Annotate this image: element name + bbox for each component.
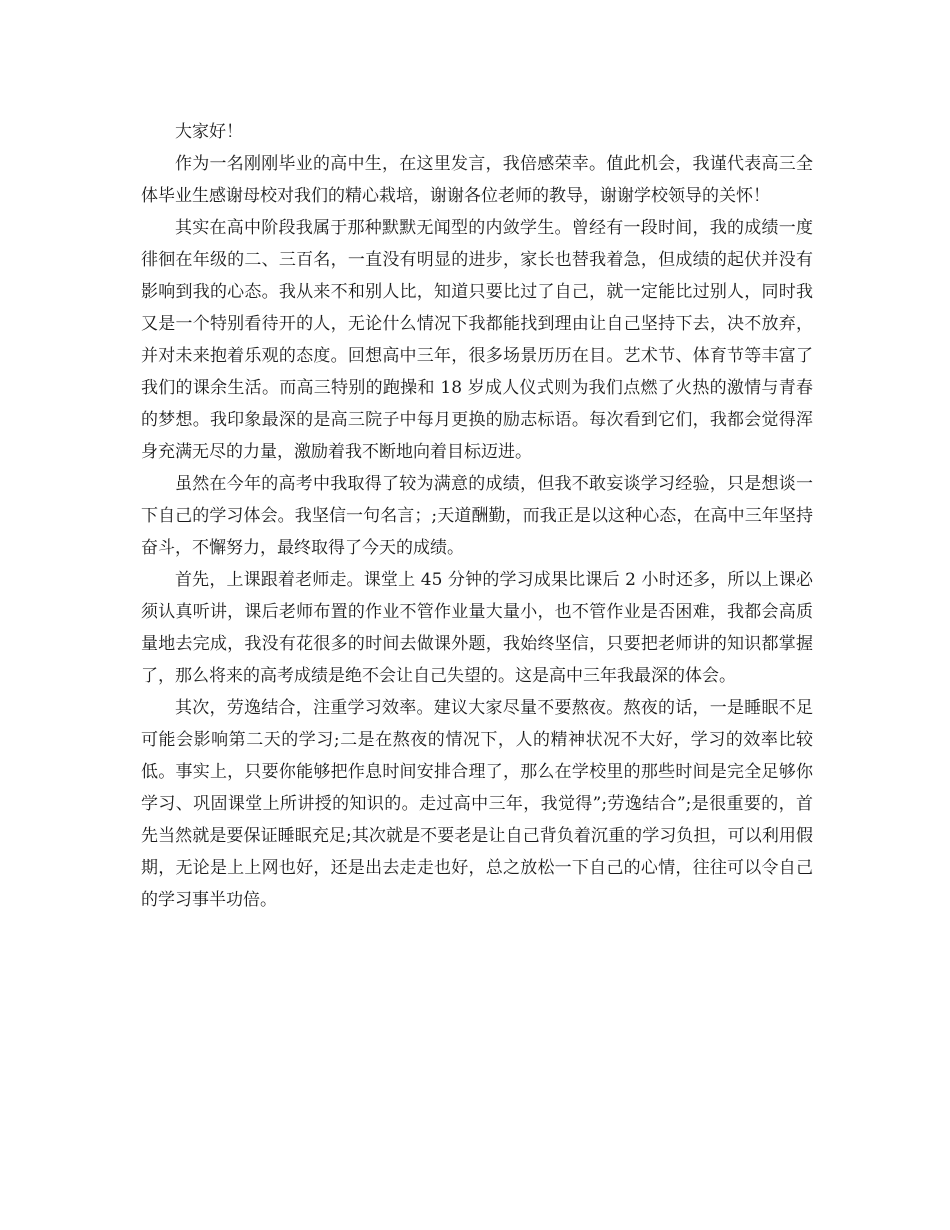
greeting-paragraph: 大家好！ (175, 122, 243, 142)
background-paragraph: 其实在高中阶段我属于那种默默无闻型的内敛学生。曾经有一段时间，我的成绩一度徘徊在年级的二、三百名，一直没有明显的进步，家长也替我着急，但成绩的起伏并没有影响到我的心态。我从来不和别人比，知道只要比过了自己，就一定能比过别人，同时我又是一个特别看待开的人，无论什么情况下我都能找到理由让自己坚持下去，决不放弃，并对未来抱着乐观的态度。回想高中三年，很多场景历历在目。艺术节、体育节等丰富了我们的课余生活。而高三特别的跑操和 18 岁成人仪式则为我们点燃了火热的激情与青春的梦想。我印象最深的是高三院子中每月更换的励志标语。每次看到它们，我都会觉得浑身充满无尽的力量，激励着我不断地向着目标迈进。 (141, 218, 813, 462)
second-tip-paragraph: 其次，劳逸结合，注重学习效率。建议大家尽量不要熬夜。熬夜的话，一是睡眠不足可能会影响第二天的学习;二是在熬夜的情况下，人的精神状况不大好，学习的效率比较低。事实上，只要你能够把作息时间安排合理了，那么在学校里的那些时间是完全足够你学习、巩固课堂上所讲授的知识的。走过高中三年，我觉得”;劳逸结合”;是很重要的，首先当然就是要保证睡眠充足;其次就是不要老是让自己背负着沉重的学习负担，可以利用假期，无论是上上网也好，还是出去走走也好，总之放松一下自己的心情，往往可以令自己的学习事半功倍。 (141, 698, 813, 910)
first-tip-paragraph: 首先，上课跟着老师走。课堂上 45 分钟的学习成果比课后 2 小时还多，所以上课必须认真听讲，课后老师布置的作业不管作业量大量小，也不管作业是否困难，我都会高质量地去完成，我没有花很多的时间去做课外题，我始终坚信，只要把老师讲的知识都掌握了，那么将来的高考成绩是绝不会让自己失望的。这是高中三年我最深的体会。 (141, 570, 813, 686)
intro-paragraph: 作为一名刚刚毕业的高中生，在这里发言，我倍感荣幸。值此机会，我谨代表高三全体毕业生感谢母校对我们的精心栽培，谢谢各位老师的教导，谢谢学校领导的关怀！ (141, 154, 813, 206)
experience-paragraph: 虽然在今年的高考中我取得了较为满意的成绩，但我不敢妄谈学习经验，只是想谈一下自己的学习体会。我坚信一句名言；;天道酬勤，而我正是以这种心态，在高中三年坚持奋斗，不懈努力，最终取得了今天的成绩。 (141, 474, 813, 558)
document-body (141, 116, 813, 916)
